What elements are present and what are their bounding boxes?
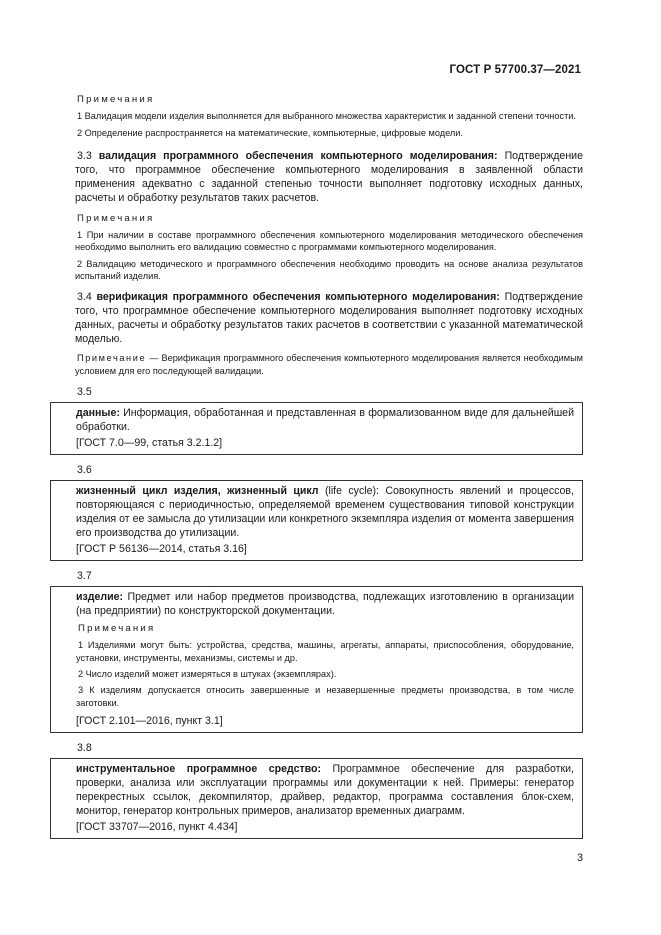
term-definition: Подтверждение того, что программное обеспечение компьютерного моделирования выполняет подготовку исходных данных, расчеты и обработку результатов таких расчетов в соответствии с указанной математической моделью. [75,291,583,346]
term-box-3-5 [50,402,583,455]
note: 3 К изделиям допускается относить завершенные и незавершенные предметы производства, в том числе заготовки. [76,685,574,708]
note: 1 Валидация модели изделия выполняется для выбранного множества характеристик и заданной степени точности. [77,111,576,121]
term-number: 3.8 [77,742,92,755]
term-number: 3.5 [77,386,92,399]
term-entry-3-3 [75,149,583,205]
term-box-3-7 [50,586,583,733]
note-text: — Верификация программного обеспечения компьютерного моделирования является необходимым условием для его последующей валидации. [75,353,583,376]
note: 2 Валидацию методического и программного обеспечения необходимо проводить на основе анализа результатов испытаний изделия. [75,258,583,282]
term-source: [ГОСТ 7.0—99, статья 3.2.1.2] [76,437,223,450]
term-name: жизненный цикл изделия, жизненный цикл [76,485,319,498]
notes-heading: Примечания [78,623,156,635]
note: 2 Число изделий может измеряться в штуках (экземплярах). [78,669,337,680]
term-box-3-8 [50,758,583,839]
term-source: [ГОСТ Р 56136—2014, статья 3.16] [76,543,247,556]
notes-heading: Примечания [77,94,155,105]
term-definition: (life cycle): Совокупность явлений и процессов, повторяющаяся с периодичностью, определяемой временем существования типовой конструкции изделия от ее замысла до утилизации или конкретного экземпляра изделия от момента завершения его производства до утилизации. [76,485,575,540]
term-name: верификация программного обеспечения компьютерного моделирования: [96,291,500,304]
term-definition: Подтверждение того, что программное обеспечение компьютерного моделирования в заявленной области применения адекватно с заданной степенью точности выполняет подготовку исходных данных, расчеты и обработку результатов таких расчетов. [75,149,583,204]
single-note [75,352,583,377]
term-name: валидация программного обеспечения компьютерного моделирования: [98,149,498,162]
document-code: ГОСТ Р 57700.37—2021 [449,64,581,76]
term-definition: Информация, обработанная и представленная в формализованном виде для дальнейшей обработки. [76,407,574,434]
term-number: 3.3 [77,149,92,162]
term-box-3-6 [50,480,583,561]
note: 1 Изделиями могут быть: устройства, средства, машины, агрегаты, аппараты, приспособления, оборудование, установки, инструменты, механизмы, системы и др. [76,640,574,663]
term-number: 3.6 [77,464,92,477]
term-source: [ГОСТ 2.101—2016, пункт 3.1] [76,715,223,728]
term-entry [76,762,574,818]
note-label: Примечание [77,353,147,364]
term-entry-3-4 [75,290,583,346]
term-name: инструментальное программное средство: [76,763,322,776]
term-definition: Программное обеспечение для разработки, проверки, анализа или эксплуатации программы или документации к ней. Примеры: генератор перекрестных ссылок, декомпилятор, драйвер, редактор, программа составления блок-схем, монитор, генератор контрольных примеров, анализатор временных диаграмм. [76,763,574,818]
notes-heading: Примечания [77,212,155,224]
term-entry [76,484,574,540]
document-body [75,93,583,839]
term-number: 3.4 [77,291,92,304]
term-number: 3.7 [77,570,92,583]
note: 2 Определение распространяется на математические, компьютерные, цифровые модели. [77,128,463,139]
term-name: изделие: [76,591,124,604]
page-number: 3 [577,852,583,864]
note: 1 При наличии в составе программного обеспечения компьютерного моделирования методического обеспечения необходимо выполнить его валидацию совместно с программами компьютерного моделирования. [75,229,583,253]
term-source: [ГОСТ 33707—2016, пункт 4.434] [76,821,238,834]
term-entry [76,406,574,434]
term-entry [76,590,574,618]
term-name: данные: [76,407,120,420]
term-definition: Предмет или набор предметов производства, подлежащих изготовлению в организации (на предприятии) по конструкторской документации. [76,591,575,618]
